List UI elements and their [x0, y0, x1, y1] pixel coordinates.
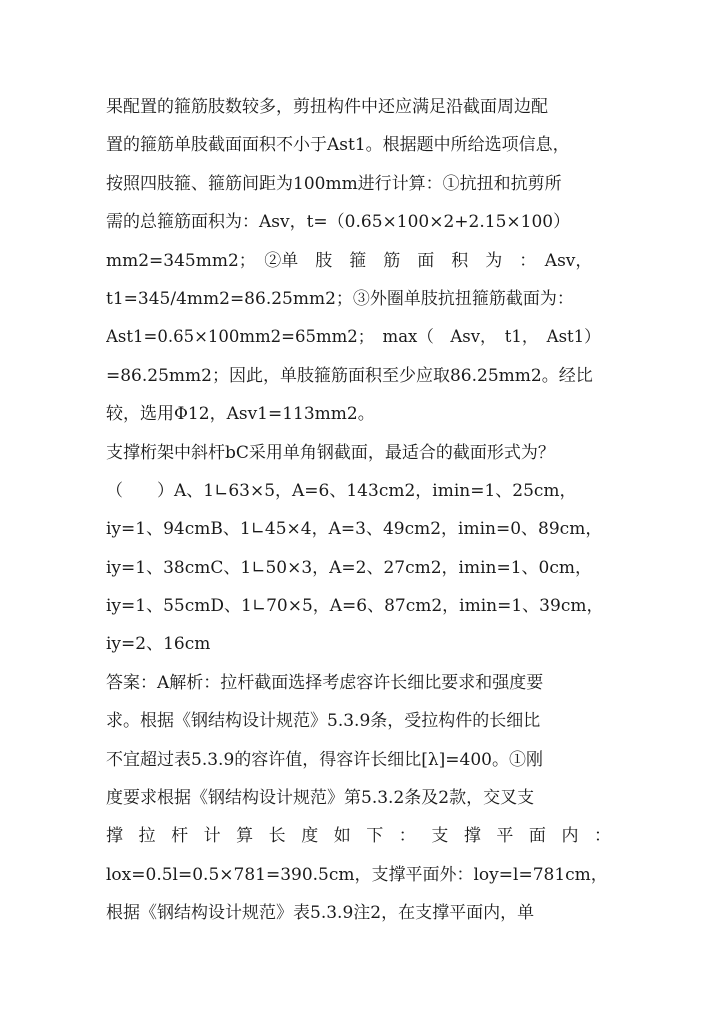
text-line: 撑拉杆计算长度如下：支撑平面内：	[106, 826, 611, 847]
text-line: （ ）A、1∟63×5，A=6、143cm2，imin=1、25cm，	[106, 480, 577, 501]
text-line: 果配置的箍筋肢数较多，剪扭构件中还应满足沿截面周边配	[106, 97, 548, 117]
text-line: =86.25mm2；因此，单肢箍筋面积至少应取86.25mm2。经比	[106, 365, 593, 386]
text-line: t1=345/4mm2=86.25mm2；③外圈单肢抗扭箍筋截面为：	[106, 288, 574, 309]
text-line: 度要求根据《钢结构设计规范》第5.3.2条及2款，交叉支	[106, 788, 535, 809]
text-line: 答案：A解析：拉杆截面选择考虑容许长细比要求和强度要	[106, 672, 544, 693]
text-line: Ast1=0.65×100mm2=65mm2； max（ Asv， t1， Ast1）	[106, 327, 601, 347]
text-line: 支撑桁架中斜杆bC采用单角钢截面，最适合的截面形式为？	[106, 442, 555, 463]
text-line: iy=1、38cmC、1∟50×3，A=2、27cm2，imin=1、0cm，	[106, 557, 593, 578]
text-line: iy=1、55cmD、1∟70×5，A=6、87cm2，imin=1、39cm，	[106, 596, 604, 617]
text-line: 较，选用Φ12，Asv1=113mm2。	[106, 404, 375, 425]
text-line: 需的总箍筋面积为：Asv，t=（0.65×100×2+2.15×100）	[106, 212, 571, 233]
text-line: 求。根据《钢结构设计规范》5.3.9条，受拉构件的长细比	[106, 711, 541, 732]
text-line: 置的箍筋单肢截面面积不小于Ast1。根据题中所给选项信息，	[106, 135, 570, 156]
text-line: iy=1、94cmB、1∟45×4，A=3、49cm2，imin=0、89cm，	[106, 519, 603, 540]
text-line: iy=2、16cm	[106, 634, 211, 655]
text-line: mm2=345mm2； ②单 肢 箍 筋 面 积 为 ： Asv，	[106, 250, 593, 271]
text-line: 不宜超过表5.3.9的容许值，得容许长细比[λ]=400。①刚	[106, 749, 543, 770]
text-line: 根据《钢结构设计规范》表5.3.9注2，在支撑平面内，单	[106, 903, 535, 924]
text-line: 按照四肢箍、箍筋间距为100mm进行计算：①抗扭和抗剪所	[106, 173, 562, 194]
text-line: lox=0.5l=0.5×781=390.5cm，支撑平面外：loy=l=781cm，	[106, 864, 608, 885]
document-body	[106, 88, 611, 933]
